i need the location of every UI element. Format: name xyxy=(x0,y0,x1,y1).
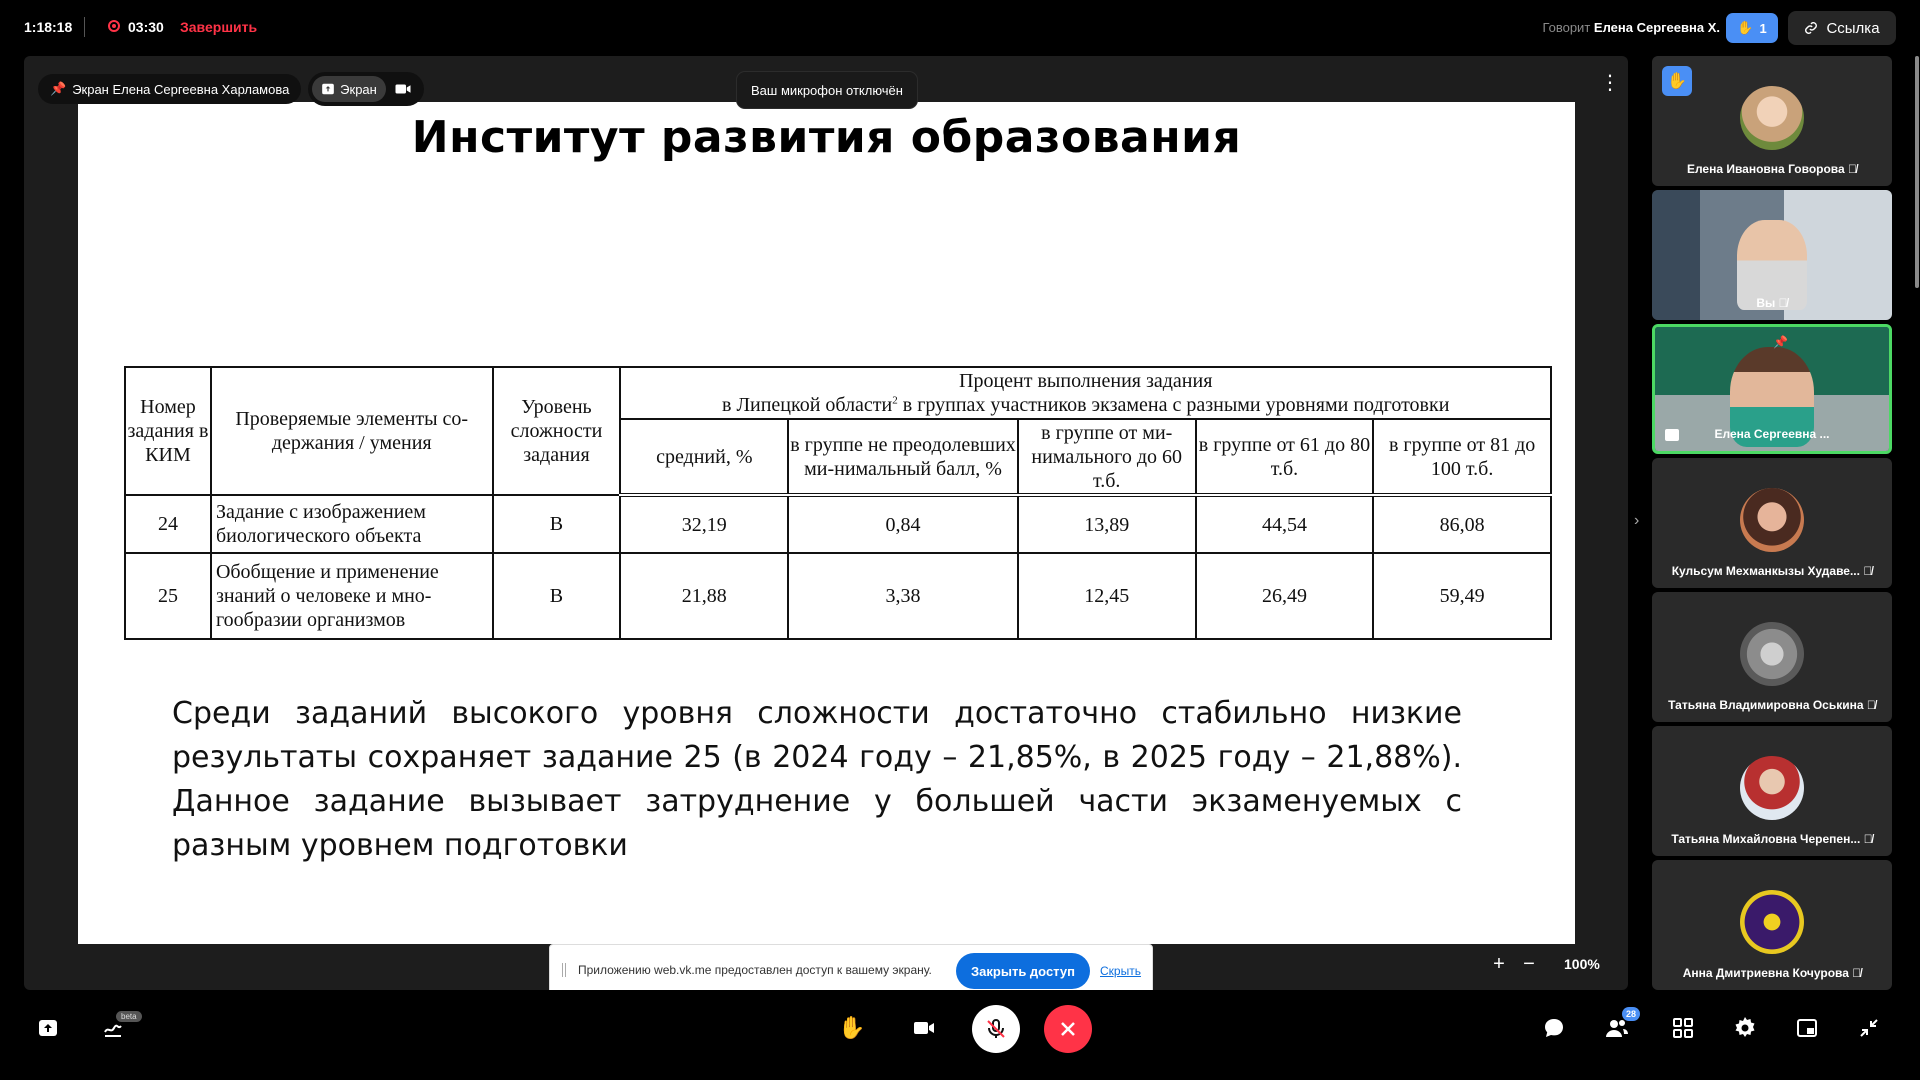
avatar xyxy=(1740,86,1804,150)
results-table xyxy=(124,366,1552,640)
header-percent-line1: Процент выполнения задания xyxy=(959,370,1213,392)
avatar xyxy=(1740,890,1804,954)
subheader-min-to-60: в группе от ми-нимального до 60 т.б. xyxy=(1018,419,1196,495)
top-bar xyxy=(0,0,1920,56)
cell-level: В xyxy=(493,553,621,639)
mic-off-icon: 🎙̸ xyxy=(1863,832,1873,846)
subheader-average: средний, % xyxy=(620,419,788,495)
stop-sharing-button[interactable]: Закрыть доступ xyxy=(956,953,1090,989)
zoom-level: 100% xyxy=(1564,956,1600,972)
layout-grid-button[interactable] xyxy=(1660,1005,1706,1051)
screen-view-label: Экран xyxy=(340,81,377,97)
record-time: 03:30 xyxy=(128,19,164,35)
collapse-panel-icon[interactable]: › xyxy=(1634,512,1640,529)
camera-view-icon[interactable] xyxy=(394,80,412,98)
picture-in-picture-button[interactable] xyxy=(1784,1005,1830,1051)
header-elements: Проверяемые элементы со-держания / умения xyxy=(211,367,493,495)
cell-61-to-80: 44,54 xyxy=(1196,495,1374,553)
cell-below-min: 0,84 xyxy=(788,495,1018,553)
cell-element: Задание с изображением биологического объекта xyxy=(211,495,493,553)
grid-icon xyxy=(1671,1016,1695,1040)
screen-share-stage xyxy=(24,56,1628,990)
raise-hand-button[interactable] xyxy=(829,1005,875,1051)
participant-tile-active[interactable] xyxy=(1652,324,1892,454)
share-screen-button[interactable] xyxy=(25,1005,71,1051)
share-message: Приложению web.vk.me предоставлен доступ к вашему экрану. xyxy=(578,963,932,977)
header-level: Уровень сложности задания xyxy=(493,367,621,495)
speaking-indicator xyxy=(1542,20,1720,35)
screen-share-notification xyxy=(549,944,1153,990)
speaking-prefix: Говорит xyxy=(1542,20,1591,35)
screen-share-icon xyxy=(321,82,335,96)
whiteboard-button[interactable] xyxy=(90,1005,136,1051)
microphone-button[interactable] xyxy=(972,1005,1020,1053)
slide-paragraph: Среди заданий высокого уровня сложности достаточно стабильно низкие результаты сохраняет задание 25 (в 2024 году – 21,85%, в 2025 году – 21,88%). Данное задание вызывает затруднение у большей части экзаменуемых с разным уровнем подготовки xyxy=(172,696,1462,863)
cell-average: 21,88 xyxy=(620,553,788,639)
view-switcher xyxy=(308,72,424,106)
raised-hands-count: 1 xyxy=(1759,20,1767,36)
participant-tile[interactable] xyxy=(1652,726,1892,856)
participant-tile[interactable] xyxy=(1652,592,1892,722)
more-options-icon[interactable]: ⋮ xyxy=(1600,72,1620,94)
chat-button[interactable] xyxy=(1531,1005,1577,1051)
avatar xyxy=(1740,756,1804,820)
close-icon xyxy=(1056,1017,1080,1041)
hide-link[interactable]: Скрыть xyxy=(1100,964,1141,978)
mic-off-icon xyxy=(984,1017,1008,1041)
beta-badge: beta xyxy=(116,1011,142,1022)
header-percent-region: в Липецкой области xyxy=(722,394,893,416)
record-icon xyxy=(108,20,120,32)
hand-icon: ✋ xyxy=(838,1015,866,1040)
participant-tile[interactable] xyxy=(1652,190,1892,320)
cell-task-number: 25 xyxy=(125,553,211,639)
zoom-controls xyxy=(1484,942,1624,986)
participant-name: Елена Ивановна Говорова 🎙̸ xyxy=(1686,162,1858,176)
camera-button[interactable] xyxy=(901,1005,947,1051)
subheader-below-min: в группе не преодолевших ми-нимальный балл, % xyxy=(788,419,1018,495)
pip-icon xyxy=(1795,1016,1819,1040)
mic-muted-tooltip: Ваш микрофон отключён xyxy=(737,72,917,108)
divider xyxy=(84,17,85,37)
shared-slide xyxy=(78,102,1575,944)
link-label: Ссылка xyxy=(1826,19,1880,37)
cell-81-to-100: 59,49 xyxy=(1373,553,1551,639)
panel-scrollbar[interactable] xyxy=(1915,56,1919,288)
participant-name: Елена Сергеевна ... xyxy=(1714,427,1830,441)
avatar xyxy=(1740,622,1804,686)
header-percent-line2: в группах участников экзамена с разными уровнями подготовки xyxy=(897,394,1450,416)
cell-below-min: 3,38 xyxy=(788,553,1018,639)
pinned-screen-text: Экран Елена Сергеевна Харламова xyxy=(72,81,290,97)
participant-name: Татьяна Владимировна Оськина 🎙̸ xyxy=(1668,698,1876,712)
screen-view-button[interactable] xyxy=(312,76,386,102)
zoom-in-button[interactable]: + xyxy=(1493,952,1505,975)
cell-element: Обобщение и применение знаний о человеке и мно-гообразии организмов xyxy=(211,553,493,639)
cell-average: 32,19 xyxy=(620,495,788,553)
mic-off-icon: 🎙̸ xyxy=(1866,698,1876,712)
raised-hand-icon: ✋ xyxy=(1662,66,1692,96)
cell-61-to-80: 26,49 xyxy=(1196,553,1374,639)
link-icon xyxy=(1804,21,1818,35)
camera-icon xyxy=(912,1016,936,1040)
end-call-button[interactable] xyxy=(1044,1005,1092,1053)
mic-off-icon: 🎙̸ xyxy=(1863,564,1873,578)
minimize-button[interactable] xyxy=(1846,1005,1892,1051)
participant-name: Татьяна Михайловна Черепен... 🎙̸ xyxy=(1671,832,1873,846)
cell-min-to-60: 12,45 xyxy=(1018,553,1196,639)
upload-icon xyxy=(36,1016,60,1040)
header-percent-footnote: 2 xyxy=(892,394,898,407)
participant-tile[interactable] xyxy=(1652,458,1892,588)
table-row xyxy=(125,495,1551,553)
call-duration: 1:18:18 xyxy=(24,19,73,35)
mic-off-icon: 🎙̸ xyxy=(1852,966,1862,980)
mic-off-icon: 🎙̸ xyxy=(1848,162,1858,176)
subheader-61-to-80: в группе от 61 до 80 т.б. xyxy=(1196,419,1374,495)
cell-min-to-60: 13,89 xyxy=(1018,495,1196,553)
pin-icon: 📌 xyxy=(1773,335,1788,349)
drag-handle-icon[interactable] xyxy=(562,963,566,977)
participants-count-badge: 28 xyxy=(1622,1007,1640,1021)
participants-button[interactable] xyxy=(1594,1005,1640,1051)
cell-level: В xyxy=(493,495,621,553)
participant-tile[interactable] xyxy=(1652,860,1892,990)
header-task-number: Номер задания в КИМ xyxy=(125,367,211,495)
slide-title: Институт развития образования xyxy=(411,112,1242,163)
settings-button[interactable] xyxy=(1722,1005,1768,1051)
participant-name: Анна Дмитриевна Кочурова 🎙̸ xyxy=(1682,966,1862,980)
pin-icon: 📌 xyxy=(50,81,67,96)
zoom-out-button[interactable]: − xyxy=(1523,952,1535,975)
speaking-name: Елена Сергеевна Х. xyxy=(1593,20,1720,35)
participant-name: Вы 🎙̸ xyxy=(1756,296,1788,310)
participant-name: Кульсум Мехманкызы Худаве... 🎙̸ xyxy=(1671,564,1873,578)
header-percent xyxy=(620,367,1551,419)
subheader-81-to-100: в группе от 81 до 100 т.б. xyxy=(1373,419,1551,495)
participant-tile[interactable] xyxy=(1652,56,1892,186)
gear-icon xyxy=(1733,1016,1757,1040)
cell-81-to-100: 86,08 xyxy=(1373,495,1551,553)
collapse-icon xyxy=(1857,1016,1881,1040)
finish-recording-button[interactable]: Завершить xyxy=(180,19,258,35)
cell-task-number: 24 xyxy=(125,495,211,553)
link-button[interactable] xyxy=(1788,11,1896,45)
raised-hands-button[interactable] xyxy=(1726,13,1778,43)
table-row xyxy=(125,553,1551,639)
hand-icon: ✋ xyxy=(1737,20,1754,35)
pinned-screen-label[interactable] xyxy=(38,74,301,104)
avatar xyxy=(1740,488,1804,552)
chat-icon xyxy=(1542,1016,1566,1040)
mic-off-icon: 🎙̸ xyxy=(1778,296,1788,310)
